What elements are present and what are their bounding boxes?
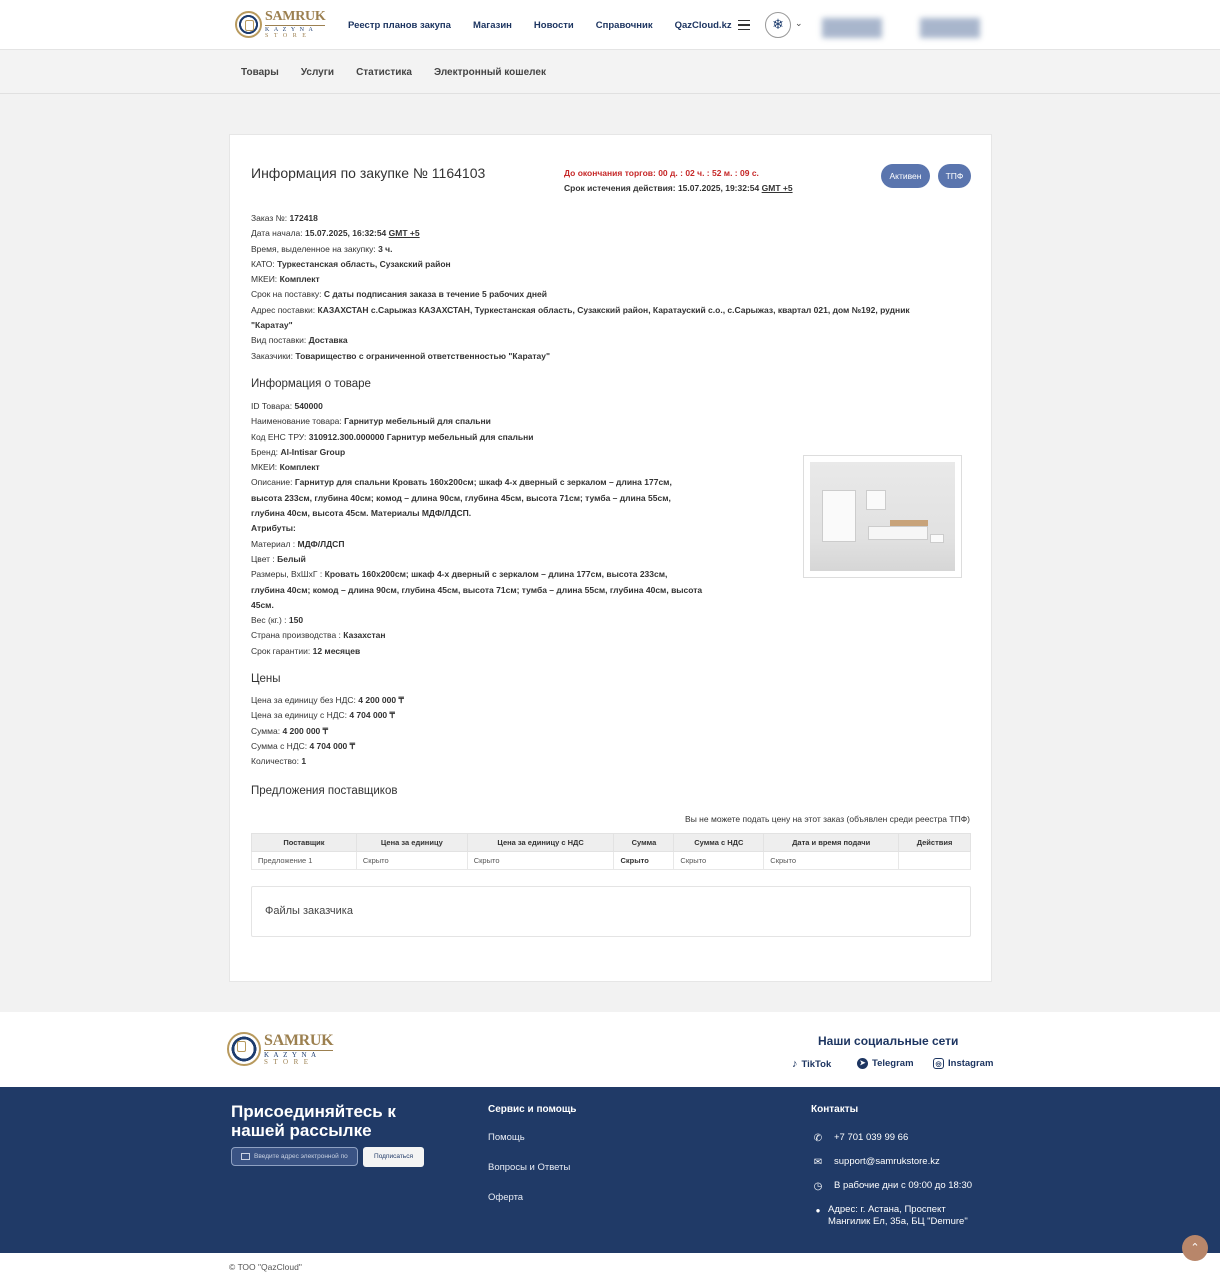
page-title: Информация по закупке № 1164103	[251, 165, 486, 181]
telegram-icon: ➤	[857, 1058, 868, 1069]
social-telegram-label: Telegram	[872, 1058, 914, 1069]
cell-sum-vat: Скрыто	[674, 852, 764, 870]
offers-notice: Вы не можете подать цену на этот заказ (объявлен среди реестра ТПФ)	[685, 814, 970, 824]
customer-files-panel[interactable]	[251, 886, 971, 937]
nav-qazcloud[interactable]: QazCloud.kz	[674, 20, 732, 31]
email-icon: ✉	[813, 1157, 823, 1168]
phone-icon: ✆	[813, 1133, 823, 1144]
footer-logo-text-2: KAZYNA	[264, 1050, 333, 1059]
price-details: Цена за единицу без НДС: 4 200 000 ₸ Цена за единицу с НДС: 4 704 000 ₸ Сумма: 4 200 000 ₸ Сумма с НДС: 4 704 000 ₸ Количество: 1	[251, 695, 404, 767]
menu-icon[interactable]	[738, 20, 750, 30]
cell-sum: Скрыто	[614, 852, 674, 870]
logo-text-1: SAMRUK	[265, 9, 326, 24]
product-details: ID Товара: 540000 Наименование товара: Гарнитур мебельный для спальни Код ЕНС ТРУ: 310912.300.000000 Гарнитур мебельный для спальни Бренд: Al-Intisar Group МКЕИ: Комплект Описание: Гарнитур для спальни Кровать 160х200см; шкаф 4-х дверный с зеркалом – длина 177см, высота 233см, глубина 40см; комод – длина 90см, глубина 45см, высота 71см; тумба – длина 55см, глубина 40см, высота 45см. Материалы МДФ/ЛДСП. Атрибуты: Материал : МДФ/ЛДСП Цвет : Белый Размеры, ВхШхГ : Кровать 160х200см; шкаф 4-х дверный с зеркалом – длина 177см, высота 233см, глубина 40см; комод – длина 90см, глубина 45см, высота 71см; тумба – длина 55см, глубина 40см, высота 45см. Вес (кг.) : 150 Страна производства : Казахстан Срок гарантии: 12 месяцев	[251, 401, 703, 656]
link-offer[interactable]: Оферта	[488, 1192, 524, 1203]
redacted-user-name	[822, 18, 882, 38]
chevron-down-icon[interactable]: ⌄	[795, 18, 803, 28]
clock-icon: ◷	[813, 1181, 823, 1192]
procurement-card	[229, 134, 992, 982]
copyright: © ТОО "QazCloud"	[229, 1262, 302, 1272]
user-avatar[interactable]: ❄	[765, 12, 791, 38]
top-header	[0, 0, 1220, 50]
subnav-statistics[interactable]: Статистика	[356, 67, 412, 78]
scroll-top-button[interactable]: ⌃	[1182, 1235, 1208, 1261]
tiktok-icon: ♪	[792, 1058, 798, 1070]
col-submitted-at: Дата и время подачи	[764, 834, 899, 852]
expiry-date: Срок истечения действия: 15.07.2025, 19:32:54 GMT +5	[564, 183, 793, 193]
procurement-details: Заказ №: 172418 Дата начала: 15.07.2025, 16:32:54 GMT +5 Время, выделенное на закупку: 3 ч. КАТО: Туркестанская область, Сузакский район МКЕИ: Комплект Срок на поставку: С даты подписания заказа в течение 5 рабочих дней Адрес поставки: КАЗАХСТАН с.Сарыжаз КАЗАХСТАН, Туркестанская область, Сузакский район, Каратауский с.о., с.Сарыжаз, квартал 021, дом №192, рудник "Каратау" Вид поставки: Доставка Заказчики: Товарищество с ограниченной ответственностью "Каратау"	[251, 213, 910, 361]
table-row	[252, 852, 971, 870]
contact-phone[interactable]: +7 701 039 99 66	[834, 1132, 909, 1143]
link-faq[interactable]: Вопросы и Ответы	[488, 1162, 571, 1173]
offers-heading: Предложения поставщиков	[251, 785, 398, 797]
nav-shop[interactable]: Магазин	[472, 20, 512, 31]
subnav-wallet[interactable]: Электронный кошелек	[433, 67, 546, 78]
contact-address-2: Мангилик Ел, 35а, БЦ "Demure"	[828, 1216, 968, 1227]
contact-hours: В рабочие дни с 09:00 до 18:30	[834, 1180, 973, 1191]
col-supplier: Поставщик	[252, 834, 357, 852]
subnav-services[interactable]: Услуги	[300, 67, 335, 78]
footer-logo[interactable]	[227, 1032, 333, 1066]
cell-actions	[899, 852, 971, 870]
col-unit-price-vat: Цена за единицу с НДС	[467, 834, 614, 852]
type-badge: ТПФ	[938, 164, 971, 188]
footer-logo-text-3: STORE	[264, 1057, 314, 1066]
cell-supplier: Предложение 1	[252, 852, 357, 870]
logo-emblem-icon	[235, 11, 262, 38]
redacted-user-info	[920, 18, 980, 38]
col-sum-vat: Сумма с НДС	[674, 834, 764, 852]
contacts-heading: Контакты	[811, 1104, 859, 1115]
col-actions: Действия	[899, 834, 971, 852]
table-header-row	[252, 834, 971, 852]
status-badge: Активен	[881, 164, 930, 188]
newsletter-email-input[interactable]: Введите адрес электронной по	[231, 1147, 358, 1166]
footer-logo-emblem-icon	[227, 1032, 261, 1066]
customer-files-heading: Файлы заказчика	[265, 905, 353, 917]
col-unit-price: Цена за единицу	[356, 834, 467, 852]
logo[interactable]	[235, 10, 325, 39]
subnav-goods[interactable]: Товары	[241, 67, 279, 78]
sub-nav	[0, 50, 1220, 94]
footer-main	[0, 1087, 1220, 1253]
main-nav	[348, 20, 732, 31]
cell-unit-price: Скрыто	[356, 852, 467, 870]
footer-bottom	[0, 1253, 1220, 1280]
auction-timer: До окончания торгов: 00 д. : 02 ч. : 52 м. : 09 с.	[564, 168, 759, 178]
logo-text-2: KAZYNA	[265, 25, 325, 33]
prices-heading: Цены	[251, 673, 281, 685]
instagram-icon: ◎	[933, 1058, 944, 1069]
contact-email[interactable]: support@samrukstore.kz	[834, 1156, 940, 1167]
social-tiktok[interactable]	[792, 1058, 831, 1070]
nav-reference[interactable]: Справочник	[595, 20, 653, 31]
social-instagram[interactable]	[933, 1058, 993, 1069]
social-heading: Наши социальные сети	[818, 1034, 959, 1048]
footer-top	[0, 1012, 1220, 1087]
cell-submitted-at: Скрыто	[764, 852, 899, 870]
product-image[interactable]	[803, 455, 962, 578]
col-sum: Сумма	[614, 834, 674, 852]
nav-plans-registry[interactable]: Реестр планов закупа	[348, 20, 451, 31]
logo-text-3: STORE	[265, 33, 312, 39]
nav-news[interactable]: Новости	[533, 20, 574, 31]
footer-logo-text-1: SAMRUK	[264, 1031, 334, 1049]
location-icon: ●	[815, 1206, 821, 1215]
newsletter-heading: Присоединяйтесь к нашей рассылке	[231, 1102, 396, 1140]
social-telegram[interactable]	[857, 1058, 914, 1069]
product-heading: Информация о товаре	[251, 378, 371, 390]
link-help[interactable]: Помощь	[488, 1132, 525, 1143]
social-tiktok-label: TikTok	[801, 1058, 832, 1070]
offers-table	[251, 833, 971, 870]
mail-icon	[241, 1153, 250, 1160]
cell-unit-price-vat: Скрыто	[467, 852, 614, 870]
contact-address-1: Адрес: г. Астана, Проспект	[828, 1204, 946, 1215]
social-instagram-label: Instagram	[948, 1058, 994, 1069]
service-heading: Сервис и помощь	[488, 1104, 577, 1115]
subscribe-button[interactable]: Подписаться	[363, 1147, 424, 1167]
